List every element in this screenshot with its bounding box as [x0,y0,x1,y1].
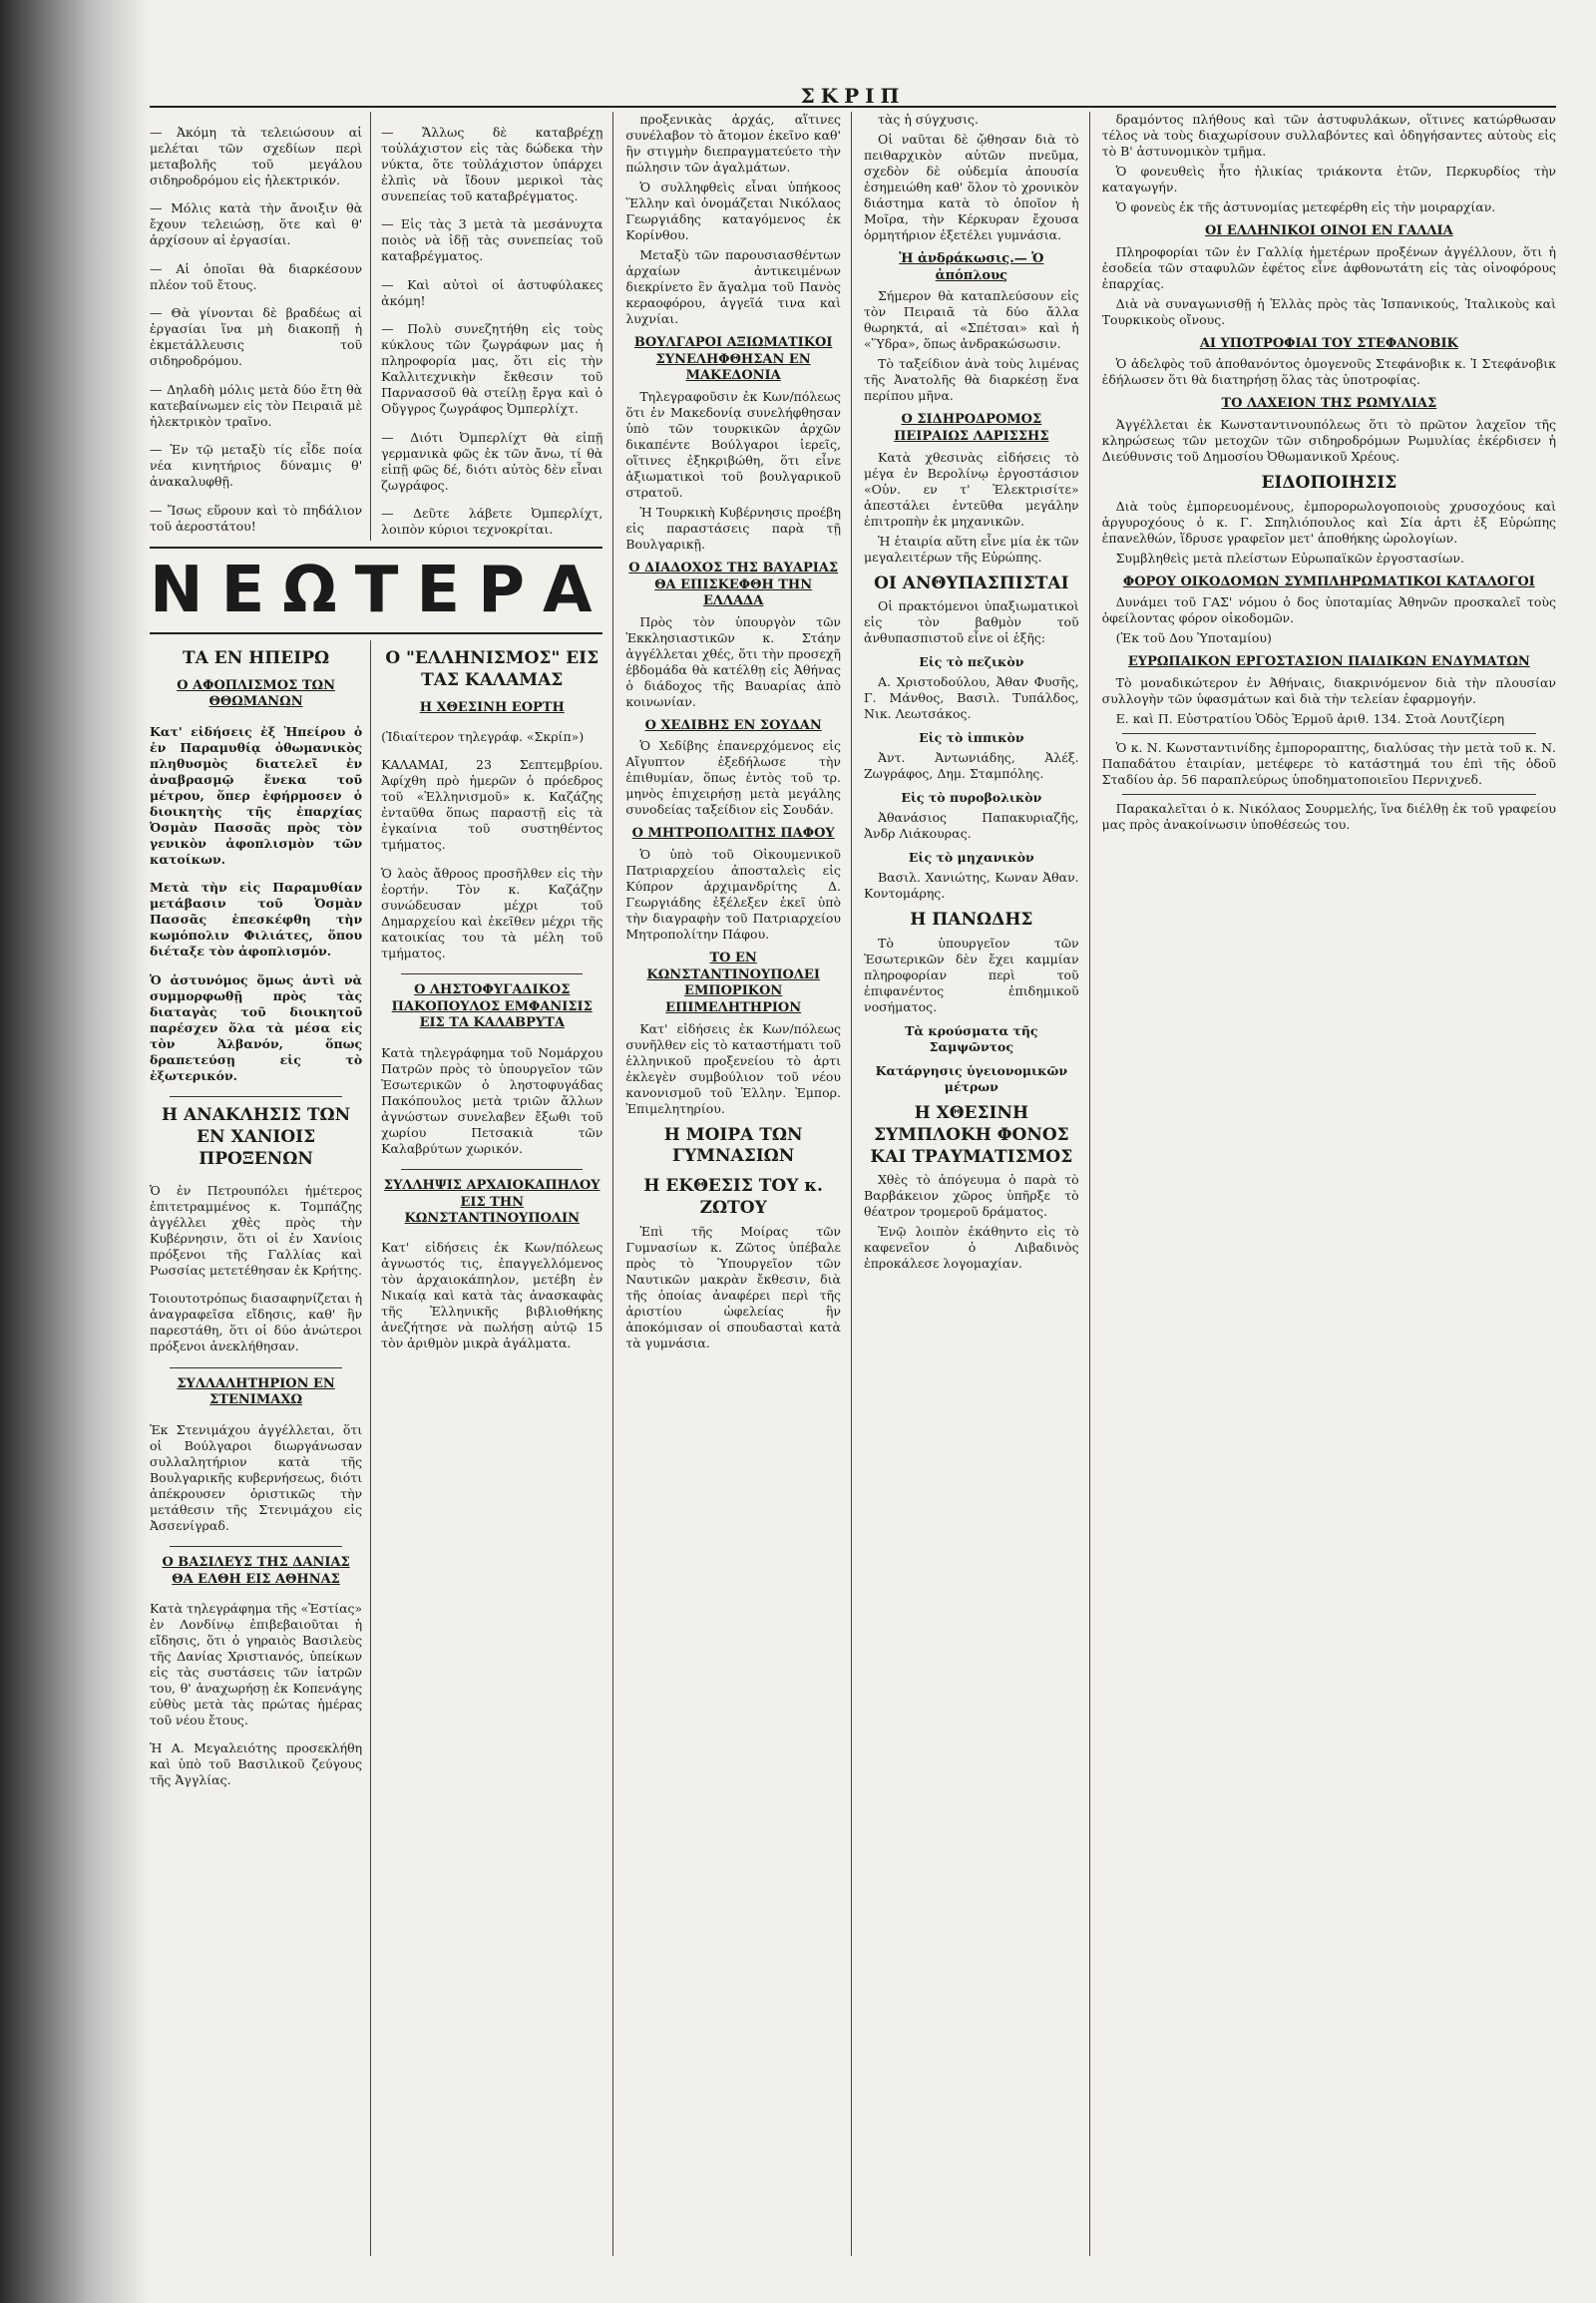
article-paragraph: Μετὰ τὴν εἰς Παραμυθίαν μετάβασιν τοῦ Ὀσμὰν Πασσᾶς ἐπεσκέφθη τὴν κωμόπολιν Φιλιάτες, ὅπου διέταξε τὸν ἀφοπλισμόν. [150,880,363,959]
divider [170,1367,342,1368]
subheadline-ipeiros: Ο ΑΦΟΠΛΙΣΜΟΣ ΤΩΝ ΘΘΩΜΑΝΩΝ [177,677,335,710]
divider [1122,794,1536,795]
article-paragraph: Ὁ ὑπὸ τοῦ Οἰκουμενικοῦ Πατριαρχείου ἀποσταλεὶς εἰς Κύπρον ἀρχιμανδρίτης Δ. Γεωργιάδης ἐξέλεξεν ἐκεῖ ὑπὸ τὴν διαγραφὴν τοῦ Πατριαρχείου Μητροπολίτην Πάφου. [625,847,841,942]
brief: — Πολὺ συνεζητήθη εἰς τοὺς κύκλους τῶν ζωγράφων μας ἡ πληροφορία μας, ὅτι εἰς τὴν Καλλιτεχνικὴν ἔκθεσιν τοῦ Παρνασσοῦ θὰ στείλῃ ἔργα καὶ ὁ Οὔγγρος ζωγράφος Ὀμπερλίχτ. [381,321,603,416]
headline-andrakosis: Ἡ ἀνδράκωσις.— Ὁ ἀπόπλους [899,251,1044,283]
headline-ypotrofiai: ΑΙ ΥΠΟΤΡΟΦΙΑΙ ΤΟΥ ΣΤΕΦΑΝΟΒΙΚ [1199,335,1458,351]
article-paragraph: Ἀντ. Ἀντωνιάδης, Ἀλέξ. Ζωγράφος, Δημ. Σταμπόλης. [864,750,1079,782]
headline-ergostasion: ΕΥΡΩΠΑΙΚΟΝ ΕΡΓΟΣΤΑΣΙΟΝ ΠΑΙΔΙΚΩΝ ΕΝΔΥΜΑΤΩΝ [1127,654,1530,670]
article-paragraph: Δυνάμει τοῦ ΓΑΣ' νόμου ὁ δος ὑποταμίας Ἀθηνῶν προσκαλεῖ τοὺς ὀφείλοντας φόρον οἰκοδομῶν. [1101,594,1556,626]
article-paragraph: Κατ' εἰδήσεις ἐκ Κων/πόλεως ἀγνωστός τις, ἐπαγγελλόμενος τὸν ἀρχαιοκάπηλον, μετέβη ἐν Νικαίᾳ καὶ κατὰ τὰς ἀνασκαφὰς τῆς Ἑλληνικῆς βιβλιοθήκης ἀνεζήτησε νὰ πωλήσῃ αὐτῷ 15 τὸν ἀριθμὸν μικρὰ ἀγάλματα. [381,1240,603,1351]
article-paragraph: Μεταξὺ τῶν παρουσιασθέντων ἀρχαίων ἀντικειμένων διεκρίνετο ἓν ἄγαλμα τοῦ Πανὸς κεραοφόρου, ἀγγεῖά τινα καὶ λυχνίαι. [625,247,841,326]
article-paragraph: Ἡ Τουρκικὴ Κυβέρνησις προέβη εἰς παραστάσεις παρὰ τῇ Βουλγαρικῇ. [625,504,841,552]
article-paragraph: Ἀγγέλλεται ἐκ Κωνσταντινουπόλεως ὅτι τὸ πρῶτον λαχεῖον τῆς κληρώσεως τῶν μετοχῶν τῶν σιδηροδρόμων Ρωμυλίας ἐκέρδισεν ἡ Διεύθυνσις τοῦ Δημοσίου Ὀθωμανικοῦ Χρέους. [1101,416,1556,464]
headline-listofygadas: Ο ΛΗΣΤΟΦΥΓΑΔΙΚΟΣ ΠΑΚΟΠΟΥΛΟΣ ΕΜΦΑΝΙΣΙΣ ΕΙΣ ΤΑ ΚΑΛΑΒΡΥΤΑ [391,982,593,1031]
brief: — Θὰ γίνονται δὲ βραδέως αἱ ἐργασίαι ἵνα μὴ διακοπῇ ἡ ἐκμετάλλευσις τοῦ σιδηροδρόμου. [150,305,363,368]
article-paragraph: Τὸ ὑπουργεῖον τῶν Ἐσωτερικῶν δὲν ἔχει καμμίαν πληροφορίαν περὶ τοῦ ἐπιφανέντος ἐπιδημικοῦ νοσήματος. [864,936,1079,1014]
divider [1122,733,1536,734]
article-paragraph: Ε. καὶ Π. Εὐστρατίου Ὁδὸς Ἑρμοῦ ἀριθ. 134. Στοὰ Λουτζίερη [1115,710,1505,726]
headline-emporikon: ΤΟ ΕΝ ΚΩΝΣΤΑΝΤΙΝΟΥΠΟΛΕΙ ΕΜΠΟΡΙΚΟΝ ΕΠΙΜΕΛΗΤΗΡΙΟΝ [646,951,820,1015]
brief: — Εἰς τὰς 3 μετὰ τὰ μεσάνυχτα ποιὸς νὰ ἰδῇ τὰς συνεπείας τοῦ καταβρέγματος. [381,216,603,263]
article-paragraph: Κατὰ χθεσινὰς εἰδήσεις τὸ μέγα ἐν Βερολίνῳ ἐργοστάσιον «Οὐν. εν τ' Ἐλεκτρισίτε» ἀπεστάλει ἐντεῦθα μεγάλην ἐπιτροπὴν ἐκ μηχανικῶν. [864,449,1079,529]
column-5 [1102,112,1566,2256]
section-label: Εἰς τὸ μηχανικὸν [908,850,1034,866]
article-paragraph: Κατὰ τηλεγράφημα τῆς «Ἑστίας» ἐν Λονδίνῳ ἐπιβεβαιοῦται ἡ εἴδησις, ὅτι ὁ γηραιὸς Βασιλεὺς τῆς Δανίας Χριστιανός, ὑπείκων εἰς τὰς συστάσεις τῶν ἰατρῶν του, θ' ἀναχωρήσῃ ἐκ Κοπενάγης εὐθὺς μετὰ τὰς πρώτας ἡμέρας τοῦ νέου ἔτους. [150,1600,363,1727]
headline-oinoi: ΟΙ ΕΛΛΗΝΙΚΟΙ ΟΙΝΟΙ ΕΝ ΓΑΛΛΙΑ [1204,223,1453,238]
brief: — Ἴσως εὕρουν καὶ τὸ πηδάλιον τοῦ ἀεροστάτου! [150,502,363,534]
headline-dania: Ο ΒΑΣΙΛΕΥΣ ΤΗΣ ΔΑΝΙΑΣ ΘΑ ΕΛΘΗ ΕΙΣ ΑΘΗΝΑΣ [162,1555,350,1587]
headline-foros: ΦΟΡΟΥ ΟΙΚΟΔΟΜΩΝ ΣΥΜΠΛΗΡΩΜΑΤΙΚΟΙ ΚΑΤΑΛΟΓΟΙ [1122,574,1535,589]
article-paragraph: Ἐκ Στενιμάχου ἀγγέλλεται, ὅτι οἱ Βούλγαροι διωργάνωσαν συλλαλητήριον κατὰ τῆς Βουλγαρικῆς κυβερνήσεως, διότι ἀπέκρουσεν ὁριστικῶς τὴν μετάθεσιν τῆς Στενιμάχου εἰς Ἀσσενίγραδ. [150,1421,363,1533]
headline-diadochos: Ο ΔΙΑΔΟΧΟΣ ΤΗΣ ΒΑΥΑΡΙΑΣ ΘΑ ΕΠΙΣΚΕΦΘΗ ΤΗΝ ΕΛΛΑΔΑ [628,560,839,609]
article-paragraph: Ὁ λαὸς ἄθροος προσῆλθεν εἰς τὴν ἑορτήν. Τὸν κ. Καζάζην συνώδευσαν μέχρι τοῦ Δημαρχείου καὶ ἐκεῖθεν μέχρι τῆς κατοικίας του τὰ μέλη τοῦ τμήματος. [381,865,603,960]
headline-ellinismos: Ο "ΕΛΛΗΝΙΣΜΟΣ" ΕΙΣ ΤΑΣ ΚΑΛΑΜΑΣ [385,648,599,690]
article-paragraph: Συμβληθεὶς μετὰ πλείστων Εὐρωπαϊκῶν ἐργοστασίων. [1115,550,1464,566]
article-paragraph: Τὸ ταξείδιον ἀνὰ τοὺς λιμένας τῆς Ἀνατολῆς θὰ διαρκέσῃ ἕνα περίπου μῆνα. [864,356,1079,404]
article-paragraph: Ἐνῷ λοιπὸν ἐκάθηντο εἰς τὸ καφενεῖον ὁ Λιβαδινὸς ἐπροκάλεσε λογομαχίαν. [864,1224,1079,1272]
headline-voulgaroi: ΒΟΥΛΓΑΡΟΙ ΑΞΙΩΜΑΤΙΚΟΙ ΣΥΝΕΛΗΦΘΗΣΑΝ ΕΝ ΜΑΚΕΔΟΝΙΑ [633,335,833,384]
brief: — Δηλαδὴ μόλις μετὰ δύο ἔτη θὰ κατεβαίνωμεν εἰς τὸν Πειραιᾶ μὲ ἠλεκτρικὸν τραῖνο. [150,381,363,429]
article-paragraph: Κατὰ τηλεγράφημα τοῦ Νομάρχου Πατρῶν πρὸς τὸ ὑπουργεῖον τῶν Ἐσωτερικῶν ὁ ληστοφυγάδας Πακόπουλος μετὰ τριῶν ἄλλων ἀγνώστων συνελαβεν ἔξωθι τοῦ χωρίου Πετσακιὰ τῶν Καλαβρύτων χωρικόν. [381,1044,603,1156]
brief: — Διότι Ὀμπερλίχτ θὰ εἰπῇ γερμανικὰ φῶς ἐκ τῶν ἄνω, τί θὰ εἰπῇ φῶς δέ, διότι αὐτὸς δὲν εἶναι ζωγράφος. [381,429,603,493]
article-paragraph: Ὁ Χεδίβης ἐπανερχόμενος εἰς Αἴγυπτον ἐξεδήλωσε τὴν ἐπιθυμίαν, ὅπως ἐντὸς τοῦ τρ. μηνὸς ἐπιχειρήσῃ μετὰ μεγάλης συνοδείας ταξείδιον εἰς Σουδάν. [625,738,841,818]
article-paragraph: Ὁ φονεὺς ἐκ τῆς ἀστυνομίας μετεφέρθη εἰς τὴν μοιραρχίαν. [1115,199,1496,214]
article-paragraph: Σήμερον θὰ καταπλεύσουν εἰς τὸν Πειραιᾶ τὰ δύο ἄλλα θωρηκτά, αἱ «Σπέτσαι» καὶ ἡ «Ὕδρα», ὅπως ἀνδρακώσωσιν. [864,288,1079,352]
article-paragraph: ΚΑΛΑΜΑΙ, 23 Σεπτεμβρίου. Ἀφίχθη πρὸ ἡμερῶν ὁ πρόεδρος τοῦ «Ἑλληνισμοῦ» κ. Καζάζης ἐνταῦθα ὅπως παραστῇ εἰς τὰ ἐγκαίνια τοῦ συστηθέντος τμήματος. [381,757,603,853]
brief: — Αἱ ὁποῖαι θὰ διαρκέσουν πλέον τοῦ ἔτους. [150,260,363,292]
headline-panodis: Η ΠΑΝΩΔΗΣ [910,910,1033,931]
divider [170,1096,342,1097]
headline-sidirodromos: Ο ΣΙΔΗΡΟΔΡΟΜΟΣ ΠΕΙΡΑΙΩΣ ΛΑΡΙΣΣΗΣ [894,412,1049,444]
col1-articles [150,640,371,2256]
headline-eidopoiisis: ΕΙΔΟΠΟΙΗΣΙΣ [1261,472,1397,493]
brief: — Μόλις κατὰ τὴν ἄνοιξιν θὰ ἔχουν τελειώσῃ, ὅτε καὶ θ' ἀρχίσουν αἱ ἐργασίαι. [150,200,363,247]
headline-anthypaspistai: ΟΙ ΑΝΘΥΠΑΣΠΙΣΤΑΙ [874,573,1069,593]
article-paragraph: Ἡ Α. Μεγαλειότης προσεκλήθη καὶ ὑπὸ τοῦ Βασιλικοῦ ζεύγους τῆς Ἀγγλίας. [150,1740,363,1788]
article-paragraph: Διὰ νὰ συναγωνισθῇ ἡ Ἑλλὰς πρὸς τὰς Ἰσπανικούς, Ἰταλικοὺς καὶ Τουρκικοὺς οἴνους. [1101,295,1556,327]
section-label: Κατάργησις ὑγειονομικῶν μέτρων [875,1063,1068,1094]
col2-briefs [381,112,602,541]
headline-syllipsis: ΣΥΛΛΗΨΙΣ ΑΡΧΑΙΟΚΑΠΗΛΟΥ ΕΙΣ ΤΗΝ ΚΩΝΣΤΑΝΤΙΝΟΥΠΟΛΙΝ [383,1178,600,1227]
headline-stenimachos: ΣΥΛΛΑΛΗΤΗΡΙΟΝ ΕΝ ΣΤΕΝΙΜΑΧΩ [177,1375,335,1408]
left-block [150,112,613,2256]
column-3 [625,112,852,2256]
brief: — Ἀκόμη τὰ τελειώσουν αἱ μελέται τῶν σχεδίων περὶ μεταβολῆς τοῦ μεγάλου σιδηροδρόμου εἰς ἠλεκτρικόν. [150,124,363,188]
article-paragraph: Ὁ ἐν Πετρουπόλει ἡμέτερος ἐπιτετραμμένος κ. Τομπάζης ἀγγέλλει χθὲς πρὸς τὴν Κυβέρνησιν, ὅτι οἱ ἐν Χανίοις πρόξενοι τῆς Γαλλίας καὶ Ρωσσίας μετετέθησαν ἐκ Κρήτης. [150,1182,363,1278]
headline-ipeiros: ΤΑ ΕΝ ΗΠΕΙΡΩ [183,648,330,668]
lower-articles [150,640,602,2256]
article-paragraph: Ἡ ἑταιρία αὕτη εἶνε μία ἐκ τῶν μεγαλειτέρων τῆς Εὐρώπης. [864,533,1079,565]
divider [170,1546,342,1547]
brief: — Ἐν τῷ μεταξὺ τίς εἶδε ποία νέα κινητήριος δύναμις θ' ἀνακαλυφθῇ. [150,442,363,489]
article-paragraph: Βασιλ. Χανιώτης, Κωναν Ἀθαν. Κοντομάρης. [864,870,1079,902]
article-paragraph: Τηλεγραφοῦσιν ἐκ Κων/πόλεως ὅτι ἐν Μακεδονίᾳ συνελήφθησαν ὑπὸ τῶν τουρκικῶν ἀρχῶν δικαπέντε Βούλγαροι ἱερεῖς, οἵτινες ἐξηκριβώθη, ὅτι εἶνε ἀξιωματικοὶ τοῦ βουλγαρικοῦ στρατοῦ. [625,388,841,500]
subheadline-eorti: Η ΧΘΕΣΙΝΗ ΕΟΡΤΗ [419,699,565,715]
header-bar [150,84,1556,108]
col2-articles [381,640,602,2256]
article-paragraph: Διὰ τοὺς ἐμπορευομένους, ἐμπορορωλογοποιοὺς χρυσοχόους καὶ ἀργυροχόους ὁ κ. Γ. Σπηλιόπουλος καὶ Σία ἀρτι ἐξ Εὐρώπης ἐπανελθών, ἵδρυσε γραφεῖον μετ' ἀποθήκης ὡρολογίων. [1101,498,1556,546]
neotera-banner [150,547,610,634]
divider [401,1169,583,1170]
headline-laxeion: ΤΟ ΛΑΧΕΙΟΝ ΤΗΣ ΡΩΜΥΛΙΑΣ [1221,396,1437,412]
brief: — Καὶ αὐτοὶ οἱ ἀστυφύλακες ἀκόμη! [381,276,603,308]
headline-mitropolitis: Ο ΜΗΤΡΟΠΟΛΙΤΗΣ ΠΑΦΟΥ [631,826,835,842]
brief: — Ἄλλως δὲ καταβρέχῃ τοὐλάχιστον εἰς τὰς δώδεκα τὴν νύκτα, ὅτε τοὐλάχιστον ὑπάρχει ἐλπὶς νὰ ἴδουν μερικοὶ τὰς συνεπείας τοῦ καταβρέγματος. [381,124,603,203]
section-label: Εἰς τὸ ἱππικὸν [919,730,1024,746]
headline-chedivis: Ο ΧΕΔΙΒΗΣ ΕΝ ΣΟΥΔΑΝ [644,717,822,733]
article-paragraph: Χθὲς τὸ ἀπόγευμα ὁ παρὰ τὸ Βαρβάκειον χῶρος ὑπῆρξε τὸ θέατρον τρομεροῦ δράματος. [864,1172,1079,1220]
article-paragraph: Ἐπὶ τῆς Μοίρας τῶν Γυμνασίων κ. Ζῶτος ὑπέβαλε πρὸς τὸ Ὑπουργεῖον τῶν Ναυτικῶν μακρὰν ἔκθεσιν, διὰ τῆς ὁποίας ἀναφέρει περὶ τῆς ἀριστίου ὠφελείας ἣν ἀποκόμισαν οἱ σπουδασταὶ κατὰ τὰ γυμνάσια. [625,1223,841,1350]
page-edge-shadow [0,0,150,2303]
article-paragraph: Κατ' εἰδήσεις ἐξ Ἠπείρου ὁ ἐν Παραμυθίᾳ ὀθωμανικὸς πληθυσμὸς διατελεῖ ἐν ἀναβρασμῷ ἕνεκα τοῦ μέτρου, ὅπερ ἐφήρμοσεν ὁ διοικητὴς τῆς ἐπαρχίας Ὀσμὰν Πασσᾶς πρὸς τὸν γενικὸν ἀφοπλισμὸν τῶν κατοίκων. [150,723,363,867]
section-label: Εἰς τὸ πεζικὸν [919,654,1024,670]
article-paragraph: Οἱ ναῦται δὲ ᾤθησαν διὰ τὸ πειθαρχικὸν αὐτῶν πνεῦμα, σχεδὸν δὲ οὐδεμία ἀπουσία ἐσημειώθη καθ' ὅλον τὸ χρονικὸν διάστημα κατὰ τὸ ὁποῖον ἡ Μοῖρα, τὴν Κέρκυραν ἔχουσα ὁρμητήριον ἐξετέλει γυμνάσια. [864,132,1079,242]
brief: — Δεῦτε λάβετε Ὀμπερλίχτ, λοιπὸν κύριοι τεχνοκρίται. [381,506,603,537]
section-label: Εἰς τὸ πυροβολικὸν [901,790,1042,806]
article-paragraph: (Ἰδιαίτερον τηλεγράφ. «Σκρίπ») [381,728,585,744]
newspaper-columns [150,112,1566,2256]
advert-paragraph: Ὁ κ. Ν. Κωνσταντινίδης ἐμποροραπτης, διαλύσας τὴν μετὰ τοῦ κ. Ν. Παπαδάτου ἑταιρίαν, μετέφερε τὸ κατάστημά του ἐπὶ τῆς ὁδοῦ Σταδίου ἀρ. 56 παραπλεύρως ὑποδηματοποιεῖου Περνιχνεδ. [1101,739,1556,787]
banner-title: ΝΕΩΤΕΡΑ [150,554,610,627]
top-briefs [150,112,602,541]
article-paragraph: Ὁ φονευθεὶς ἦτο ἡλικίας τριάκοντα ἐτῶν, Περκυρδίος τὴν καταγωγήν. [1101,164,1556,194]
article-paragraph: Α. Χριστοδούλου, Ἀθαν Φυσῆς, Γ. Μάνθος, Βασιλ. Τυπάλδος, Νικ. Λεωτσάκος. [864,674,1079,722]
article-paragraph: Ὁ ἀστυνόμος ὅμως ἀντὶ νὰ συμμορφωθῇ πρὸς τὰς διαταγὰς τοῦ διοικητοῦ παρέσχεν ὅλα τὰ μέσα εἰς τὸν Ἀλβανόν, ὅπως δραπετεύσῃ εἰς τὸ ἐξωτερικόν. [150,971,363,1083]
divider [401,973,583,974]
headline-moira: Η ΜΟΙΡΑ ΤΩΝ ΓΥΜΝΑΣΙΩΝ [663,1124,803,1167]
masthead: ΣΚΡΙΠ [800,84,906,108]
headline-symploki: Η ΧΘΕΣΙΝΗ ΣΥΜΠΛΟΚΗ ΦΟΝΟΣ ΚΑΙ ΤΡΑΥΜΑΤΙΣΜΟΣ [870,1103,1073,1167]
article-paragraph: Τοιουτοτρόπως διασαφηνίζεται ἡ ἀναγραφεῖσα εἴδησις, καθ' ἣν παρεστάθη, ὅτι οἱ δύο ἀνώτεροι πρόξενοι ἀνεκλήθησαν. [150,1291,363,1354]
article-paragraph: Ὁ ἀδελφὸς τοῦ ἀποθανόντος ὁμογενοῦς Στεφάνοβικ κ. Ἰ Στεφάνοβικ ἐδήλωσεν ὅτι θὰ διατηρήσῃ ὅλας τὰς ὑποτροφίας. [1101,356,1556,388]
headline-anaklisis: Η ΑΝΑΚΛΗΣΙΣ ΤΩΝ ΕΝ ΧΑΝΙΟΙΣ ΠΡΟΞΕΝΩΝ [161,1105,351,1169]
headline-ekthesis: Η ΕΚΘΕΣΙΣ ΤΟΥ κ. ΖΩΤΟΥ [643,1176,823,1218]
article-paragraph: (Ἐκ τοῦ Δου Ὑποταμίου) [1115,630,1272,646]
article-paragraph: δραμόντος πλήθους καὶ τῶν ἀστυφυλάκων, οἵτινες κατώρθωσαν τέλος νὰ τοὺς διαχωρίσουν συλλαβόντες καὶ ὁδηγήσαντες αὐτοὺς εἰς τὸ Β' ἀστυνομικὸν τμῆμα. [1101,112,1556,159]
article-paragraph: τὰς ἡ σύγχυσις. [878,112,979,127]
article-paragraph: Ἀθανάσιος Παπακυριαζῆς, Ἀνδρ Λιάκουρας. [864,810,1079,842]
advert-paragraph: Παρακαλεῖται ὁ κ. Νικόλαος Σουρμελής, ἵνα διέλθῃ ἐκ τοῦ γραφείου μας πρὸς ἀνακοίνωσιν ὑποθέσεώς του. [1101,800,1556,832]
article-paragraph: Τὸ μοναδικώτερον ἐν Ἀθήναις, διακρινόμενον διὰ τὴν πλουσίαν συλλογὴν τῶν ὑφασμάτων καὶ διὰ τὴν τελείαν ἐφαρμογήν. [1101,674,1556,706]
article-paragraph: Πληροφορίαι τῶν ἐν Γαλλίᾳ ἡμετέρων προξένων ἀγγέλλουν, ὅτι ἡ ἐσοδεία τῶν σταφυλῶν ἐφέτος εἶνε ἀφθονωτάτη εἰς τὰς οἰνοφόρους ἐπαρχίας. [1101,243,1556,291]
column-4 [864,112,1090,2256]
article-paragraph: Οἱ πρακτόμενοι ὑπαξιωματικοὶ εἰς τὸν βαθμὸν τοῦ ἀνθυπασπιστοῦ εἶνε οἱ ἑξῆς: [864,598,1079,646]
article-paragraph: Κατ' εἰδήσεις ἐκ Κων/πόλεως συνῆλθεν εἰς τὸ καταστήματι τοῦ ἑλληνικοῦ προξενείου τὸ ἀρτι ἐκλεγὲν συμβούλιον τοῦ νέου κανονισμοῦ τοῦ Ἑλλην. Ἐμπορ. Ἐπιμελητηρίου. [625,1020,841,1116]
section-label: Τὰ κρούσματα τῆς Σαμψῶντος [905,1023,1038,1054]
col1-briefs [150,112,371,541]
article-paragraph: Πρὸς τὸν ὑπουργὸν τῶν Ἐκκλησιαστικῶν κ. Στάην ἀγγέλλεται χθές, ὅτι τὴν προσεχῆ ἑβδομάδα θὰ κατέλθῃ εἰς Ἀθήνας ὁ διάδοχος τῆς Βαυαρίας ἀπὸ κοινωνίαν. [625,613,841,709]
article-paragraph: Ὁ συλληφθεὶς εἶναι ὑπήκοος Ἕλλην καὶ ὀνομάζεται Νικόλαος Γεωργιάδης καταγόμενος ἐκ Κορίνθου. [625,180,841,242]
article-paragraph: προξενικὰς ἀρχάς, αἵτινες συνέλαβον τὸ ἄτομον ἐκεῖνο καθ' ἣν στιγμὴν διεπραγματεύετο τὴν πώλησιν τῶν ἀγαλμάτων. [625,112,841,175]
